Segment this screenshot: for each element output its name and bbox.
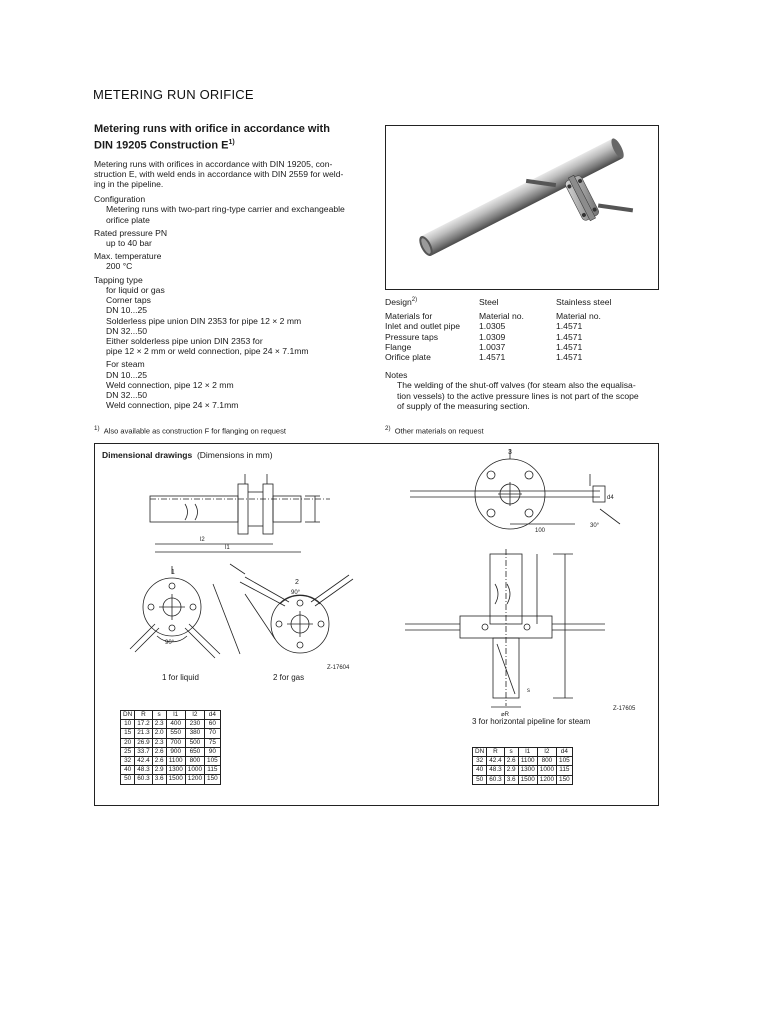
steam-tapping: For steam DN 10...25 Weld connection, pipe 12 × 2 mm DN 32...50 Weld connection, pipe 24 × 7.1mm — [106, 359, 239, 411]
table-row: 15 21.3 2.0 550 380 70 — [121, 729, 221, 738]
design-section — [385, 295, 660, 411]
table-row: 32 42.4 2.6 1100 800 105 — [121, 756, 221, 765]
metering-run-pipe-image — [386, 126, 658, 289]
heading-line2: DIN 19205 Construction E — [94, 139, 229, 152]
table-header-row: DN R s l1 l2 d4 — [473, 748, 573, 757]
label-liquid: 1 for liquid — [162, 673, 199, 682]
table-row: 20 26.9 2.3 700 500 75 — [121, 738, 221, 747]
table-row: 50 60.3 3.6 1500 1200 150 — [473, 775, 573, 784]
angle-90-liquid: 90° — [165, 640, 175, 646]
heading-footnote-ref: 1) — [228, 139, 235, 146]
table-row: 32 42.4 2.6 1100 800 105 — [473, 757, 573, 766]
angle-90: 90° — [291, 590, 301, 596]
dimensional-drawings — [94, 443, 659, 806]
section-heading: Metering runs with orifice in accordance with DIN 19205 Construction $E^{1)}$ — [94, 123, 330, 152]
notes: Notes The welding of the shut-off valves (for steam also the equalisa- tion vessels) to the active pressure lines is not part of the scope of supply of the measuring section. — [385, 370, 639, 411]
table-row: 50 60.3 3.6 1500 1200 150 — [121, 775, 221, 784]
dim-l1: l1 — [225, 545, 230, 551]
ref-right: Z-17605 — [613, 706, 636, 712]
table-row: 25 33.7 2.6 900 650 90 — [121, 747, 221, 756]
configuration: Configuration Metering runs with two-part ring-type carrier and exchangeable orifice plate — [94, 194, 345, 225]
dim-l2: l2 — [200, 537, 205, 543]
dim-s: s — [527, 688, 530, 694]
design-header: Design$^{2)}$ Steel Stainless steel — [385, 296, 612, 307]
mark-3: 3 — [508, 449, 512, 456]
table-header-row: DN R s l1 l2 d4 — [121, 711, 221, 720]
design-row: Materials for Material no. Material no. — [385, 311, 601, 322]
design-row: Flange 1.0037 1.4571 — [385, 341, 583, 352]
right-footnote: $^{2)}$ Other materials on request — [385, 425, 484, 436]
left-footnote: $^{1)}$ Also available as construction F for flanging on request — [94, 425, 286, 436]
dim-r: ⌀R — [501, 712, 509, 718]
mark-2: 2 — [295, 579, 299, 586]
design-row: Pressure taps 1.0309 1.4571 — [385, 331, 583, 342]
intro-text: Metering runs with orifices in accordance with DIN 19205, con- struction E, with weld ends in accordance with DIN 2559 for weld- ing in the pipeline. — [94, 158, 344, 190]
left-column — [94, 123, 379, 410]
table-row: 40 48.3 2.9 1300 1000 115 — [473, 766, 573, 775]
product-photo — [385, 125, 659, 290]
dim-100: 100 — [535, 528, 546, 534]
label-steam: 3 for horizontal pipeline for steam — [472, 717, 591, 726]
table-row: 40 48.3 2.9 1300 1000 115 — [121, 766, 221, 775]
rated-pressure: Rated pressure PN up to 40 bar — [94, 227, 168, 249]
label-gas: 2 for gas — [273, 673, 305, 682]
dim-d4: d4 — [607, 495, 614, 501]
angle-30: 30° — [590, 523, 600, 529]
design-table — [385, 295, 611, 362]
tapping-type: Tapping type for liquid or gas Corner taps DN 10...25 Solderless pipe union DIN 2353 for pipe 12 × 2 mm DN 32...50 Either solderless pipe union DIN 2353 for pipe 12 × 2 mm or weld connection, pipe 24 × 7.1mm — [94, 274, 309, 357]
drawings-title: Dimensional drawings (Dimensions in mm) — [102, 450, 273, 460]
max-temperature: Max. temperature 200 °C — [94, 251, 162, 272]
dimension-table-left — [120, 710, 221, 785]
design-row: Inlet and outlet pipe 1.0305 1.4571 — [385, 321, 583, 332]
design-row: Orifice plate 1.4571 1.4571 — [385, 352, 583, 363]
dimension-table-right — [472, 747, 573, 785]
page-title: METERING RUN ORIFICE — [93, 87, 254, 102]
table-row: 10 17.2 2.3 400 230 60 — [121, 720, 221, 729]
mark-1: 1 — [171, 569, 175, 576]
ref-left: Z-17604 — [327, 665, 350, 671]
